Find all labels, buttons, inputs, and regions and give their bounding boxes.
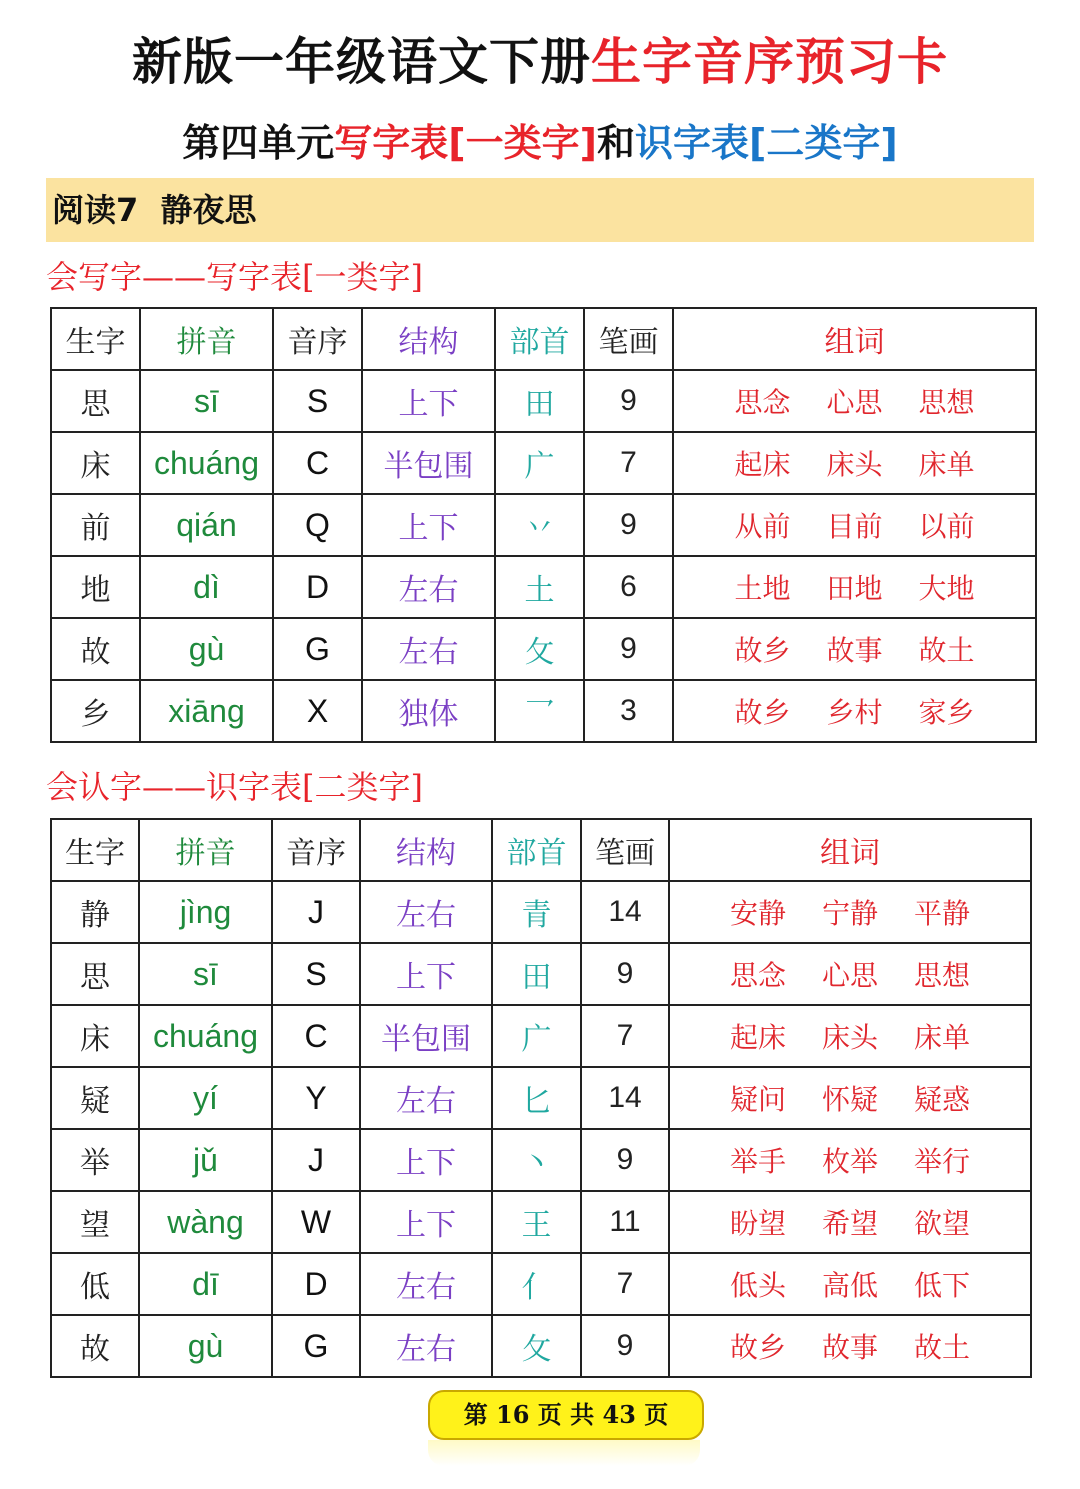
words-cell xyxy=(673,680,1036,742)
table-row xyxy=(51,494,1036,556)
table-row xyxy=(51,556,1036,618)
strokes-cell: 9 xyxy=(581,943,669,1005)
word-item: 故土 xyxy=(918,634,975,667)
word-item: 疑问 xyxy=(729,1083,786,1116)
radical-cell: 广 xyxy=(495,432,584,494)
header-strokes: 笔画 xyxy=(581,819,669,881)
word-item: 心思 xyxy=(821,959,878,992)
structure-cell: 左右 xyxy=(362,556,495,618)
subtitle-recognize-table: 识字表[二类字] xyxy=(635,121,898,165)
word-item: 宁静 xyxy=(821,897,878,930)
pinyin-cell: gù xyxy=(139,1315,272,1377)
words-cell xyxy=(669,1067,1031,1129)
word-item: 平静 xyxy=(913,897,970,930)
words-cell xyxy=(673,370,1036,432)
pinyin-cell: jìng xyxy=(139,881,272,943)
pinyin-cell: dì xyxy=(140,556,273,618)
header-char: 生字 xyxy=(51,308,140,370)
char-cell: 举 xyxy=(51,1129,139,1191)
radical-cell: 丶 xyxy=(492,1129,581,1191)
pinyin-cell: chuáng xyxy=(140,432,273,494)
structure-cell: 半包围 xyxy=(360,1005,492,1067)
strokes-cell: 7 xyxy=(581,1253,669,1315)
radical-cell: 乛 xyxy=(495,680,584,742)
subtitle-write-table: 写字表[一类字] xyxy=(334,121,597,165)
pinyin-cell: xiāng xyxy=(140,680,273,742)
table-row xyxy=(51,680,1036,742)
subtitle-unit: 第四单元 xyxy=(182,121,335,165)
radical-cell: 田 xyxy=(495,370,584,432)
char-cell: 低 xyxy=(51,1253,139,1315)
word-item: 床单 xyxy=(918,448,975,481)
header-order: 音序 xyxy=(273,308,362,370)
word-item: 土地 xyxy=(734,572,791,605)
radical-cell: 王 xyxy=(492,1191,581,1253)
write-characters-table xyxy=(50,307,1037,743)
pinyin-cell: sī xyxy=(139,943,272,1005)
strokes-cell: 9 xyxy=(581,1129,669,1191)
word-item: 故土 xyxy=(913,1331,970,1364)
header-structure: 结构 xyxy=(362,308,495,370)
structure-cell: 上下 xyxy=(362,370,495,432)
section-write-title: 会写字——写字表[一类字] xyxy=(46,258,423,296)
order-cell: W xyxy=(272,1191,360,1253)
words-cell xyxy=(669,1315,1031,1377)
structure-cell: 左右 xyxy=(360,1067,492,1129)
char-cell: 床 xyxy=(51,1005,139,1067)
page-number-label: 第 16 页 共 43 页 xyxy=(463,1400,669,1429)
strokes-cell: 7 xyxy=(581,1005,669,1067)
order-cell: C xyxy=(273,432,362,494)
strokes-cell: 3 xyxy=(584,680,673,742)
lesson-title-bar xyxy=(46,178,1034,242)
word-item: 思想 xyxy=(913,959,970,992)
strokes-cell: 9 xyxy=(584,370,673,432)
words-cell xyxy=(669,1191,1031,1253)
char-cell: 床 xyxy=(51,432,140,494)
word-item: 床头 xyxy=(821,1021,878,1054)
word-item: 枚举 xyxy=(821,1145,878,1178)
header-pinyin: 拼音 xyxy=(140,308,273,370)
order-cell: S xyxy=(272,943,360,1005)
order-cell: G xyxy=(272,1315,360,1377)
char-cell: 望 xyxy=(51,1191,139,1253)
radical-cell: 匕 xyxy=(492,1067,581,1129)
header-char: 生字 xyxy=(51,819,139,881)
radical-cell: 田 xyxy=(492,943,581,1005)
subtitle-and: 和 xyxy=(597,121,636,165)
pinyin-cell: dī xyxy=(139,1253,272,1315)
table-row xyxy=(51,618,1036,680)
header-radical: 部首 xyxy=(492,819,581,881)
page-number-badge xyxy=(428,1390,704,1440)
char-cell: 乡 xyxy=(51,680,140,742)
table-row xyxy=(51,881,1031,943)
order-cell: S xyxy=(273,370,362,432)
header-words: 组词 xyxy=(669,819,1031,881)
strokes-cell: 9 xyxy=(584,494,673,556)
words-cell xyxy=(669,881,1031,943)
table-row xyxy=(51,943,1031,1005)
table-row xyxy=(51,432,1036,494)
char-cell: 故 xyxy=(51,618,140,680)
order-cell: D xyxy=(272,1253,360,1315)
header-words: 组词 xyxy=(673,308,1036,370)
strokes-cell: 7 xyxy=(584,432,673,494)
radical-cell: 广 xyxy=(492,1005,581,1067)
char-cell: 前 xyxy=(51,494,140,556)
char-cell: 静 xyxy=(51,881,139,943)
strokes-cell: 6 xyxy=(584,556,673,618)
table-row xyxy=(51,1067,1031,1129)
structure-cell: 上下 xyxy=(360,1129,492,1191)
title-part-black: 新版一年级语文下册 xyxy=(132,33,591,91)
word-item: 大地 xyxy=(918,572,975,605)
strokes-cell: 11 xyxy=(581,1191,669,1253)
strokes-cell: 9 xyxy=(584,618,673,680)
word-item: 故乡 xyxy=(729,1331,786,1364)
structure-cell: 上下 xyxy=(360,1191,492,1253)
word-item: 盼望 xyxy=(729,1207,786,1240)
words-cell xyxy=(669,1129,1031,1191)
word-item: 从前 xyxy=(734,510,791,543)
word-item: 故乡 xyxy=(734,634,791,667)
word-item: 思念 xyxy=(729,959,786,992)
pinyin-cell: yí xyxy=(139,1067,272,1129)
word-item: 希望 xyxy=(821,1207,878,1240)
header-radical: 部首 xyxy=(495,308,584,370)
recognize-characters-table xyxy=(50,818,1032,1378)
pinyin-cell: wàng xyxy=(139,1191,272,1253)
structure-cell: 上下 xyxy=(362,494,495,556)
word-item: 故事 xyxy=(821,1331,878,1364)
order-cell: D xyxy=(273,556,362,618)
word-item: 乡村 xyxy=(826,696,883,729)
words-cell xyxy=(673,618,1036,680)
structure-cell: 半包围 xyxy=(362,432,495,494)
word-item: 以前 xyxy=(918,510,975,543)
radical-cell: 亻 xyxy=(492,1253,581,1315)
structure-cell: 独体 xyxy=(362,680,495,742)
word-item: 家乡 xyxy=(918,696,975,729)
pinyin-cell: sī xyxy=(140,370,273,432)
radical-cell: 攵 xyxy=(495,618,584,680)
word-item: 床头 xyxy=(826,448,883,481)
order-cell: J xyxy=(272,1129,360,1191)
words-cell xyxy=(673,556,1036,618)
strokes-cell: 14 xyxy=(581,1067,669,1129)
order-cell: G xyxy=(273,618,362,680)
structure-cell: 左右 xyxy=(360,1253,492,1315)
pinyin-cell: jǔ xyxy=(139,1129,272,1191)
header-pinyin: 拼音 xyxy=(139,819,272,881)
order-cell: Y xyxy=(272,1067,360,1129)
word-item: 思想 xyxy=(918,386,975,419)
section-recognize-title: 会认字——识字表[二类字] xyxy=(46,768,423,806)
words-cell xyxy=(669,943,1031,1005)
word-item: 低下 xyxy=(913,1269,970,1302)
structure-cell: 左右 xyxy=(362,618,495,680)
pinyin-cell: qián xyxy=(140,494,273,556)
structure-cell: 上下 xyxy=(360,943,492,1005)
word-item: 起床 xyxy=(729,1021,786,1054)
word-item: 起床 xyxy=(734,448,791,481)
word-item: 怀疑 xyxy=(821,1083,878,1116)
words-cell xyxy=(673,432,1036,494)
radical-cell: 丷 xyxy=(495,494,584,556)
char-cell: 地 xyxy=(51,556,140,618)
order-cell: C xyxy=(272,1005,360,1067)
table-row xyxy=(51,370,1036,432)
order-cell: X xyxy=(273,680,362,742)
order-cell: Q xyxy=(273,494,362,556)
radical-cell: 攵 xyxy=(492,1315,581,1377)
structure-cell: 左右 xyxy=(360,1315,492,1377)
word-item: 目前 xyxy=(826,510,883,543)
strokes-cell: 14 xyxy=(581,881,669,943)
word-item: 床单 xyxy=(913,1021,970,1054)
title-part-red: 生字音序预习卡 xyxy=(591,33,948,91)
radical-cell: 土 xyxy=(495,556,584,618)
header-structure: 结构 xyxy=(360,819,492,881)
page-title xyxy=(0,22,1080,94)
word-item: 思念 xyxy=(734,386,791,419)
order-cell: J xyxy=(272,881,360,943)
header-order: 音序 xyxy=(272,819,360,881)
table-row xyxy=(51,1315,1031,1377)
word-item: 高低 xyxy=(821,1269,878,1302)
table-header-row xyxy=(51,308,1036,370)
char-cell: 思 xyxy=(51,370,140,432)
words-cell xyxy=(669,1253,1031,1315)
word-item: 故乡 xyxy=(734,696,791,729)
table-row xyxy=(51,1253,1031,1315)
word-item: 欲望 xyxy=(913,1207,970,1240)
lesson-title: 阅读7 静夜思 xyxy=(52,191,257,229)
char-cell: 思 xyxy=(51,943,139,1005)
header-strokes: 笔画 xyxy=(584,308,673,370)
char-cell: 故 xyxy=(51,1315,139,1377)
pinyin-cell: chuáng xyxy=(139,1005,272,1067)
radical-cell: 青 xyxy=(492,881,581,943)
word-item: 故事 xyxy=(826,634,883,667)
word-item: 举手 xyxy=(729,1145,786,1178)
pinyin-cell: gù xyxy=(140,618,273,680)
structure-cell: 左右 xyxy=(360,881,492,943)
words-cell xyxy=(669,1005,1031,1067)
table-row xyxy=(51,1191,1031,1253)
page-badge-reflection xyxy=(428,1440,700,1466)
strokes-cell: 9 xyxy=(581,1315,669,1377)
char-cell: 疑 xyxy=(51,1067,139,1129)
word-item: 安静 xyxy=(729,897,786,930)
table-row xyxy=(51,1129,1031,1191)
word-item: 举行 xyxy=(913,1145,970,1178)
unit-subtitle xyxy=(0,112,1080,167)
word-item: 低头 xyxy=(729,1269,786,1302)
table-header-row xyxy=(51,819,1031,881)
table-row xyxy=(51,1005,1031,1067)
word-item: 心思 xyxy=(826,386,883,419)
words-cell xyxy=(673,494,1036,556)
word-item: 疑惑 xyxy=(913,1083,970,1116)
word-item: 田地 xyxy=(826,572,883,605)
